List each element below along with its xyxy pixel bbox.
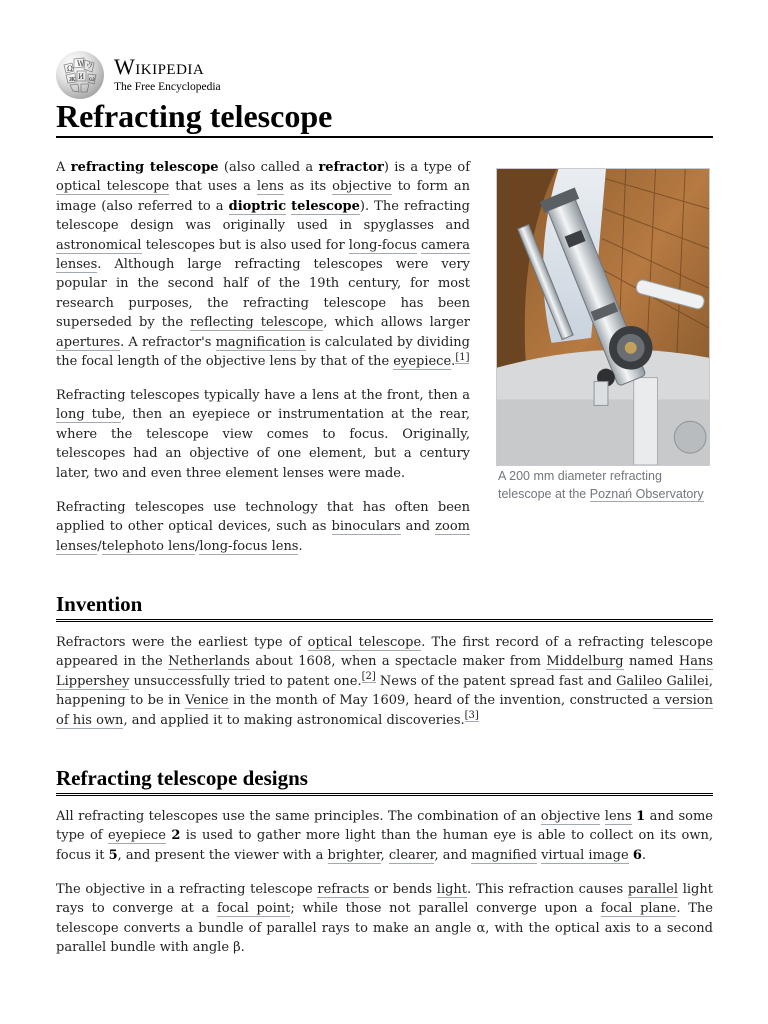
invention-paragraph-1 bbox=[56, 633, 713, 730]
wordmark[interactable] bbox=[114, 56, 221, 94]
text-run: ) is a type of bbox=[383, 160, 471, 175]
text-run: , which allows larger bbox=[323, 315, 470, 331]
text-run: Refracting telescopes use technology that has often been applied to other optical devices, such as bbox=[56, 500, 470, 535]
inline-link[interactable]: objective bbox=[332, 179, 392, 195]
section-heading-designs: Refracting telescope designs bbox=[56, 765, 713, 796]
text-run: , and applied it to making astronomical discoveries. bbox=[123, 712, 465, 728]
inline-link[interactable]: optical telescope bbox=[307, 635, 422, 650]
inline-link[interactable]: Venice bbox=[185, 693, 229, 709]
inline-link[interactable]: objective bbox=[540, 809, 601, 824]
text-run: News of the patent spread fast and bbox=[375, 673, 617, 689]
bold-term: 5 bbox=[108, 847, 118, 863]
text-run: . bbox=[451, 354, 456, 370]
bold-term: refracting telescope bbox=[70, 160, 219, 175]
inline-link[interactable]: Hans Lippershey bbox=[56, 654, 713, 689]
text-run: ). The refracting telescope design was originally used in spyglasses and bbox=[56, 198, 470, 234]
text-run: . bbox=[641, 847, 646, 863]
text-run: about 1608, when a spectacle maker from bbox=[249, 654, 547, 670]
inline-link[interactable]: long-focus bbox=[348, 237, 417, 253]
text-run: . A refractor's bbox=[120, 334, 216, 350]
citation-link[interactable]: [1] bbox=[455, 351, 470, 363]
text-run: Refracting telescopes typically have a lens at the front, then a bbox=[56, 388, 470, 403]
inline-link[interactable]: binoculars bbox=[331, 519, 401, 535]
text-run: . The first record of a refracting telescope appeared in the bbox=[56, 635, 713, 670]
wordmark-tagline: The Free Encyclopedia bbox=[114, 81, 221, 94]
infobox-figure bbox=[496, 168, 710, 503]
inline-link[interactable]: dioptric bbox=[228, 198, 287, 214]
inline-link[interactable]: reflecting telescope bbox=[190, 315, 324, 331]
text-run: telescopes but is also used for bbox=[141, 237, 349, 253]
text-run: . The telescope converts a bundle of parallel rays to make an angle α, with the optical axis to a second parallel bundle with angle β. bbox=[56, 901, 713, 956]
site-header bbox=[56, 52, 221, 98]
svg-text:ω: ω bbox=[89, 75, 95, 83]
inline-link[interactable]: a version of his own bbox=[56, 693, 713, 728]
inline-link[interactable]: optical telescope bbox=[56, 179, 170, 195]
text-run: . This refraction causes bbox=[467, 882, 628, 897]
text-run: (also called a bbox=[218, 160, 319, 175]
inline-link[interactable]: camera lenses bbox=[56, 237, 471, 273]
text-run: A 200 mm diameter refracting telescope at the bbox=[498, 469, 662, 501]
text-run: The objective in a refracting telescope bbox=[56, 882, 318, 897]
bold-term: 1 bbox=[636, 809, 646, 824]
svg-text:И: И bbox=[78, 73, 85, 81]
inline-link[interactable]: parallel bbox=[627, 882, 679, 897]
text-run: is used to gather more light than the human eye is able to collect on its own, focus it bbox=[56, 828, 713, 863]
section-heading-invention: Invention bbox=[56, 591, 713, 622]
inline-link[interactable]: magnification bbox=[215, 334, 306, 350]
text-run: and some type of bbox=[56, 809, 713, 844]
text-run: . Although large refracting telescopes were very popular in the second half of the 19th century, for most research purposes, the refracting telescope has been superseded by the bbox=[56, 257, 470, 331]
text-run: , and bbox=[434, 847, 472, 863]
inline-link[interactable]: light bbox=[436, 882, 468, 897]
inline-link[interactable]: clearer bbox=[388, 847, 435, 863]
text-run: unsuccessfully tried to patent one. bbox=[129, 673, 362, 689]
lead-paragraph-1 bbox=[56, 158, 470, 371]
text-run: is calculated by dividing the focal length of the objective lens by that of the bbox=[56, 334, 470, 370]
inline-link[interactable]: focal point bbox=[216, 901, 291, 917]
citation bbox=[362, 671, 376, 683]
inline-link[interactable]: astronomical bbox=[56, 237, 142, 253]
text-run: or bends bbox=[369, 882, 437, 897]
inline-link[interactable]: telephoto lens bbox=[101, 538, 196, 554]
svg-text:W: W bbox=[77, 60, 85, 68]
wordmark-title: Wikipedia bbox=[114, 54, 205, 80]
citation bbox=[465, 710, 479, 722]
inline-link[interactable]: Netherlands bbox=[168, 654, 250, 670]
lead-paragraph-3 bbox=[56, 498, 470, 556]
telescope-photo[interactable] bbox=[496, 168, 710, 466]
text-run: . bbox=[298, 538, 303, 554]
inline-link[interactable]: lens bbox=[256, 179, 284, 195]
svg-text:ウ: ウ bbox=[86, 62, 93, 70]
text-run: , happening to be in bbox=[56, 673, 713, 709]
text-run: / bbox=[195, 538, 200, 554]
text-run: , then an eyepiece or instrumentation at the rear, where the telescope view comes to focus. Originally, telescopes had an objective of one element, but a century later, two and even three element lenses were made. bbox=[56, 407, 470, 481]
bold-term: refractor bbox=[318, 160, 384, 175]
inline-link[interactable]: lens bbox=[604, 809, 632, 824]
text-run: light rays to converge at a bbox=[56, 882, 713, 917]
page-title: Refracting telescope bbox=[56, 98, 713, 138]
text-run: Refractors were the earliest type of bbox=[56, 635, 308, 650]
inline-link[interactable]: Galileo Galilei bbox=[616, 673, 709, 689]
inline-link[interactable]: telescope bbox=[291, 198, 360, 214]
text-run: A bbox=[56, 160, 71, 175]
lead-paragraph-2 bbox=[56, 386, 470, 483]
text-run: All refracting telescopes use the same principles. The combination of an bbox=[56, 809, 541, 824]
inline-link[interactable]: Middelburg bbox=[546, 654, 624, 670]
text-run: / bbox=[97, 538, 102, 554]
inline-link[interactable]: focal plane bbox=[600, 901, 677, 917]
text-run: , and present the viewer with a bbox=[117, 847, 328, 863]
inline-link[interactable]: magnified bbox=[471, 847, 537, 863]
inline-link[interactable]: brighter bbox=[327, 847, 381, 863]
text-run: in the month of May 1609, heard of the invention, constructed bbox=[228, 693, 653, 709]
designs-paragraph-2 bbox=[56, 880, 713, 958]
figure-caption bbox=[496, 466, 710, 503]
text-run: ; while those not parallel converge upon a bbox=[290, 901, 601, 917]
text-run: , bbox=[380, 847, 389, 863]
inline-link[interactable]: eyepiece bbox=[108, 828, 166, 844]
inline-link[interactable]: long tube bbox=[56, 407, 122, 423]
text-run: named bbox=[623, 654, 679, 670]
bold-term: 6 bbox=[632, 847, 642, 863]
text-run: that uses a bbox=[169, 179, 257, 195]
svg-text:Ω: Ω bbox=[67, 65, 73, 73]
bold-term: 2 bbox=[171, 828, 181, 844]
inline-link[interactable]: refracts bbox=[317, 882, 370, 897]
inline-link[interactable]: eyepiece bbox=[393, 354, 452, 370]
svg-text:ж: ж bbox=[69, 75, 76, 83]
text-run: and bbox=[400, 519, 436, 535]
wikipedia-globe-icon[interactable] bbox=[56, 51, 104, 99]
designs-paragraph-1 bbox=[56, 807, 713, 865]
inline-link[interactable]: Poznań Observatory bbox=[589, 486, 704, 501]
inline-link[interactable]: apertures bbox=[56, 334, 121, 350]
inline-link[interactable]: virtual image bbox=[541, 847, 629, 863]
inline-link[interactable]: long-focus lens bbox=[199, 538, 299, 554]
text-run: to form an image (also referred to a bbox=[56, 179, 470, 214]
citation-link[interactable]: [2] bbox=[361, 671, 376, 683]
text-run: as its bbox=[283, 179, 333, 195]
citation bbox=[455, 352, 469, 364]
inline-link[interactable]: zoom lenses bbox=[56, 519, 470, 554]
citation-link[interactable]: [3] bbox=[464, 710, 479, 722]
